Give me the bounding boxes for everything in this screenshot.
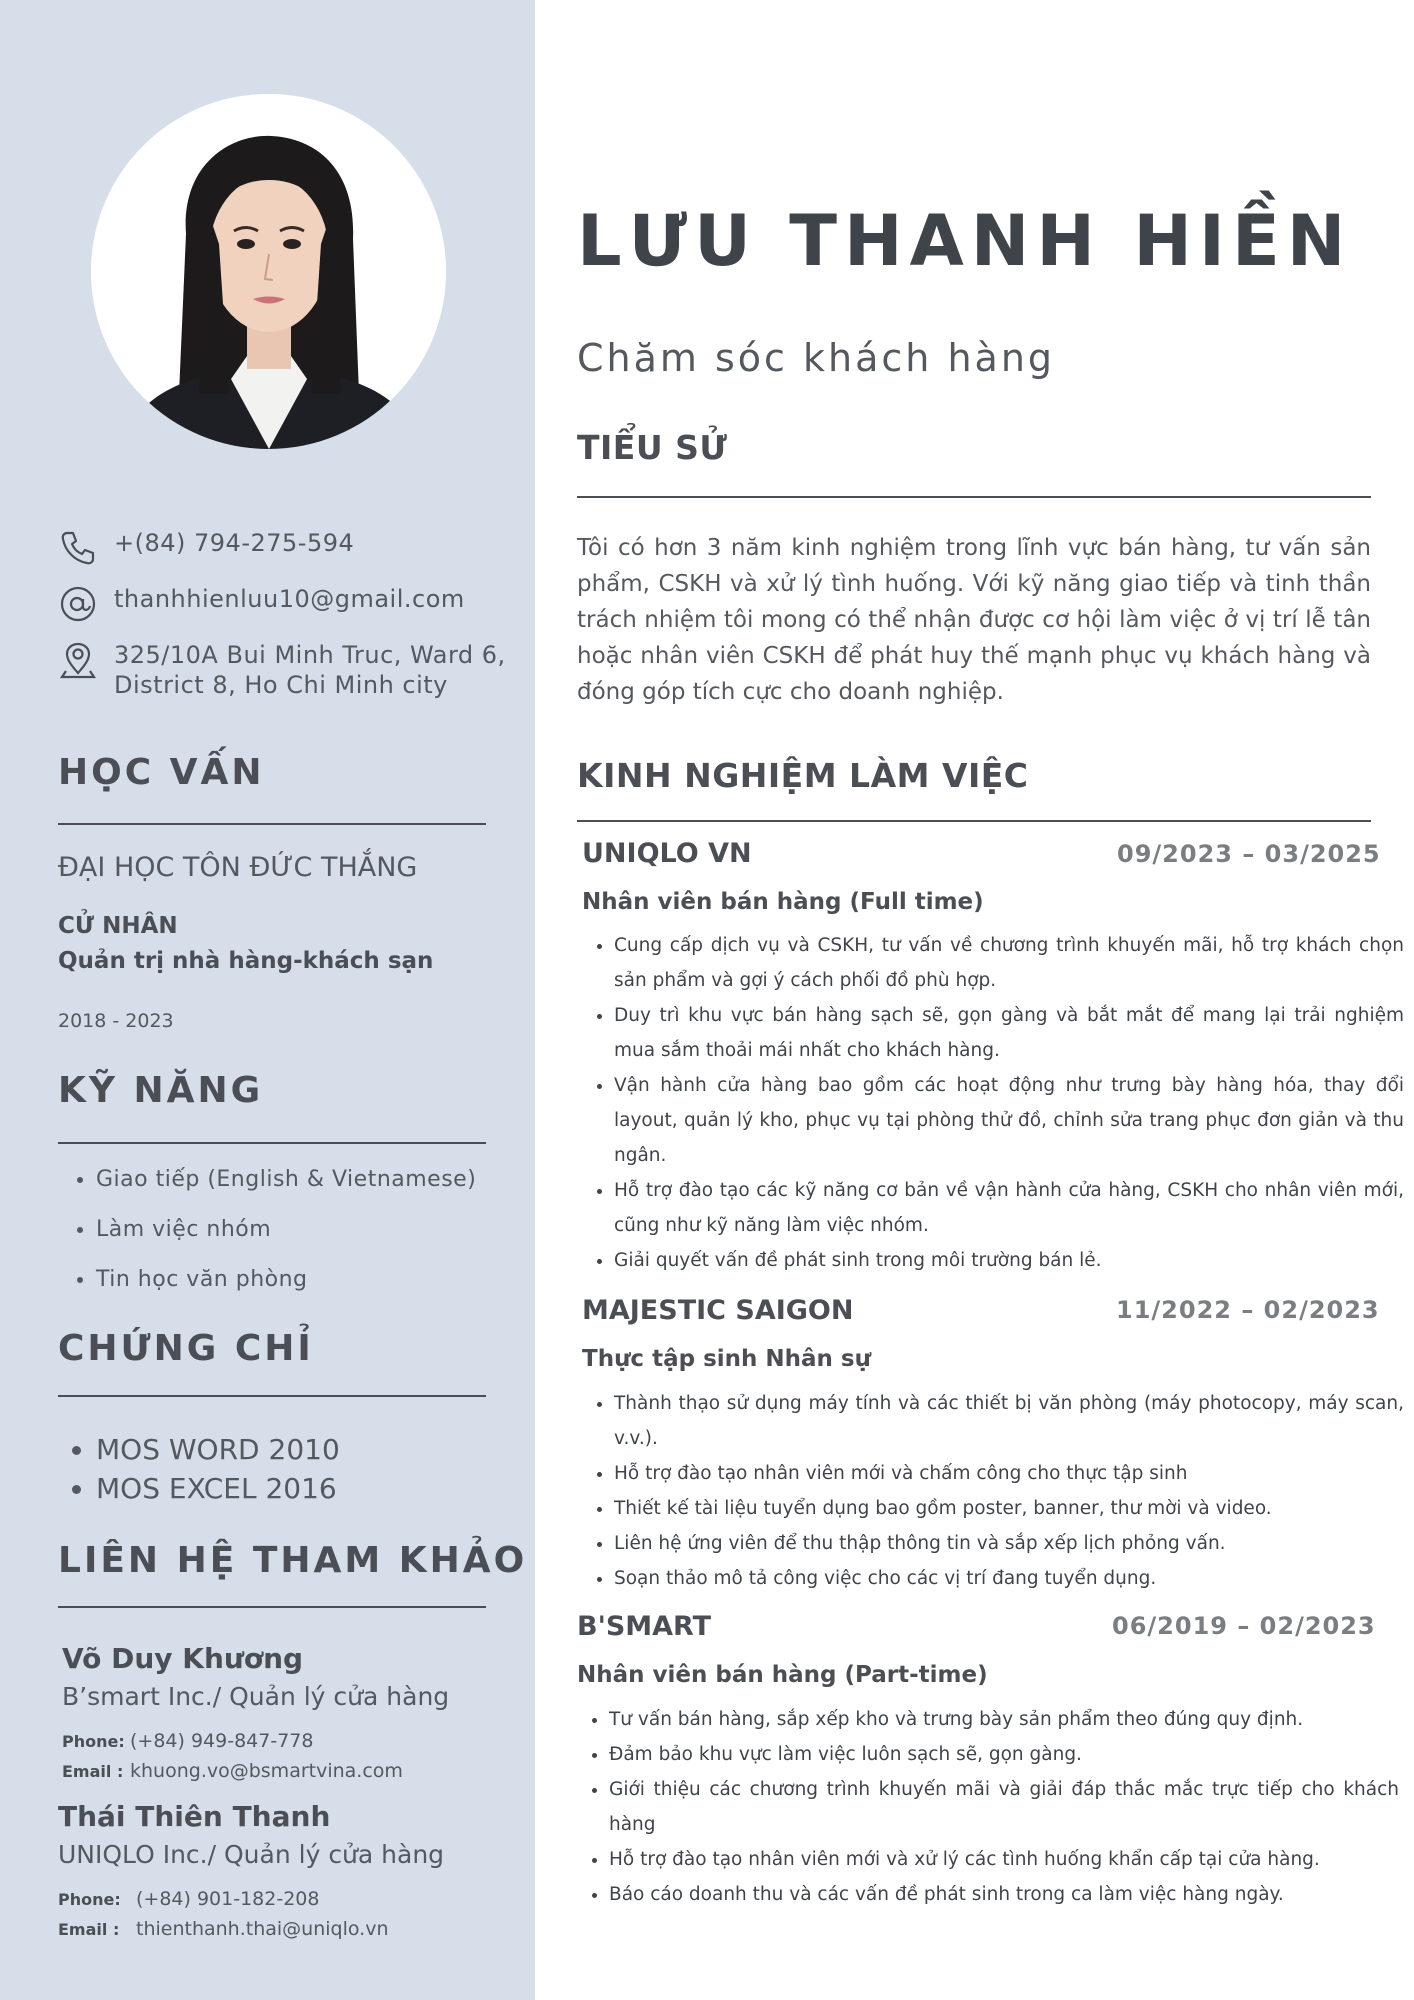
phone-label: Phone: <box>58 1890 121 1909</box>
list-item: • Duy trì khu vực bán hàng sạch sẽ, gọn gàng và bắt mắt để mang lại trải nghiệm mua sắm thoải mái nhất cho khách hàng. <box>614 998 1404 1068</box>
list-item: • Tư vấn bán hàng, sắp xếp kho và trưng bày sản phẩm theo đúng quy định. <box>609 1702 1399 1737</box>
contact-address <box>58 640 506 700</box>
reference-email-value: thienthanh.thai@uniqlo.vn <box>136 1918 389 1940</box>
reference-phone-value: (+84) 949-847-778 <box>130 1730 314 1752</box>
education-years: 2018 - 2023 <box>58 1010 174 1032</box>
reference-email <box>58 1918 389 1940</box>
bio-divider <box>577 496 1371 498</box>
list-item: • Cung cấp dịch vụ và CSKH, tư vấn về chương trình khuyến mãi, hỗ trợ khách chọn sản phẩm và gợi ý cách phối đồ phù hợp. <box>614 928 1404 998</box>
skills-list <box>58 1155 476 1305</box>
list-item: • Vận hành cửa hàng bao gồm các hoạt động như trưng bày hàng hóa, thay đổi layout, quản lý kho, phục vụ tại phòng thử đồ, chỉnh sửa trang phục đơn giản và thu ngân. <box>614 1068 1404 1173</box>
sidebar <box>0 0 535 2000</box>
references-heading: LIÊN HỆ THAM KHẢO <box>58 1540 528 1581</box>
list-item: • Làm việc nhóm <box>96 1205 476 1255</box>
list-item: • Thành thạo sử dụng máy tính và các thiết bị văn phòng (máy photocopy, máy scan, v.v.). <box>614 1386 1404 1456</box>
education-degree: CỬ NHÂN <box>58 913 178 939</box>
bio-heading: TIỂU SỬ <box>577 428 728 467</box>
address-line-1: 325/10A Bui Minh Truc, Ward 6, <box>114 641 506 669</box>
reference-email-value: khuong.vo@bsmartvina.com <box>130 1760 403 1782</box>
job-bullets <box>582 1386 1404 1596</box>
main-content <box>535 0 1414 2000</box>
email-label: Email : <box>62 1762 124 1781</box>
job-company: B'SMART <box>577 1611 712 1642</box>
reference-role: B’smart Inc./ Quản lý cửa hàng <box>62 1682 450 1711</box>
certificates-divider <box>58 1395 486 1397</box>
location-icon <box>58 640 98 680</box>
list-item: • Hỗ trợ đào tạo các kỹ năng cơ bản về vận hành cửa hàng, CSKH cho nhân viên mới, cũng như kỹ năng làm việc nhóm. <box>614 1173 1404 1243</box>
job-dates: 06/2019 – 02/2023 <box>1112 1612 1376 1640</box>
list-item: • Giải quyết vấn đề phát sinh trong môi trường bán lẻ. <box>614 1243 1404 1278</box>
candidate-title: Chăm sóc khách hàng <box>577 336 1056 380</box>
education-major: Quản trị nhà hàng-khách sạn <box>58 948 434 974</box>
reference-email <box>62 1760 403 1782</box>
address-line-2: District 8, Ho Chi Minh city <box>114 671 448 699</box>
list-item: • Soạn thảo mô tả công việc cho các vị trí đang tuyển dụng. <box>614 1561 1404 1596</box>
experience-heading: KINH NGHIỆM LÀM VIỆC <box>577 756 1029 795</box>
skills-heading: KỸ NĂNG <box>58 1070 264 1111</box>
list-item: • Liên hệ ứng viên để thu thập thông tin và sắp xếp lịch phỏng vấn. <box>614 1526 1404 1561</box>
reference-name: Thái Thiên Thanh <box>58 1800 331 1833</box>
contact-address-text <box>114 640 506 700</box>
list-item: • Hỗ trợ đào tạo nhân viên mới và chấm công cho thực tập sinh <box>614 1456 1404 1491</box>
candidate-name: LƯU THANH HIỀN <box>577 200 1353 282</box>
list-item: • Giao tiếp (English & Vietnamese) <box>96 1155 476 1205</box>
list-item: • Đảm bảo khu vực làm việc luôn sạch sẽ, gọn gàng. <box>609 1737 1399 1772</box>
email-icon <box>58 584 98 624</box>
references-divider <box>58 1606 486 1608</box>
job-bullets <box>582 928 1404 1278</box>
certificates-heading: CHỨNG CHỈ <box>58 1328 314 1369</box>
job-role: Thực tập sinh Nhân sự <box>582 1346 871 1372</box>
reference-phone <box>58 1888 319 1910</box>
reference-name: Võ Duy Khương <box>62 1642 304 1675</box>
job-company: UNIQLO VN <box>582 838 752 869</box>
job-role: Nhân viên bán hàng (Part-time) <box>577 1662 988 1688</box>
reference-phone-value: (+84) 901-182-208 <box>136 1888 320 1910</box>
job-dates: 11/2022 – 02/2023 <box>1116 1296 1380 1324</box>
list-item: • Thiết kế tài liệu tuyển dụng bao gồm poster, banner, thư mời và video. <box>614 1491 1404 1526</box>
list-item: • Giới thiệu các chương trình khuyến mãi và giải đáp thắc mắc trực tiếp cho khách hàng <box>609 1772 1399 1842</box>
email-label: Email : <box>58 1920 120 1939</box>
phone-icon <box>58 528 98 568</box>
reference-phone <box>62 1730 313 1752</box>
phone-label: Phone: <box>62 1732 125 1751</box>
job-dates: 09/2023 – 03/2025 <box>1117 840 1381 868</box>
profile-photo <box>91 94 446 449</box>
experience-divider <box>577 820 1371 822</box>
job-role: Nhân viên bán hàng (Full time) <box>582 889 984 915</box>
bio-text: Tôi có hơn 3 năm kinh nghiệm trong lĩnh vực bán hàng, tư vấn sản phẩm, CSKH và xử lý tình huống. Với kỹ năng giao tiếp và tinh thần trách nhiệm tôi mong có thể nhận được cơ hội làm việc ở vị trí lễ tân hoặc nhân viên CSKH để phát huy thế mạnh phục vụ khách hàng và đóng góp tích cực cho doanh nghiệp. <box>577 535 1371 705</box>
job-company: MAJESTIC SAIGON <box>582 1295 854 1326</box>
education-divider <box>58 823 486 825</box>
list-item: • Tin học văn phòng <box>96 1255 476 1305</box>
list-item: • MOS EXCEL 2016 <box>96 1469 340 1508</box>
skills-divider <box>58 1142 486 1144</box>
contact-phone <box>58 528 354 568</box>
contact-email-text: thanhhienluu10@gmail.com <box>114 585 465 613</box>
list-item: • MOS WORD 2010 <box>96 1430 340 1469</box>
contact-phone-text: +(84) 794-275-594 <box>114 529 355 557</box>
list-item: • Hỗ trợ đào tạo nhân viên mới và xử lý các tình huống khẩn cấp tại cửa hàng. <box>609 1842 1399 1877</box>
certificates-list <box>58 1430 340 1508</box>
education-heading: HỌC VẤN <box>58 752 265 793</box>
contact-email <box>58 584 465 624</box>
reference-role: UNIQLO Inc./ Quản lý cửa hàng <box>58 1840 445 1869</box>
education-school: ĐẠI HỌC TÔN ĐỨC THẮNG <box>58 852 418 883</box>
list-item: • Báo cáo doanh thu và các vấn đề phát sinh trong ca làm việc hàng ngày. <box>609 1877 1399 1912</box>
job-bullets <box>577 1702 1399 1912</box>
